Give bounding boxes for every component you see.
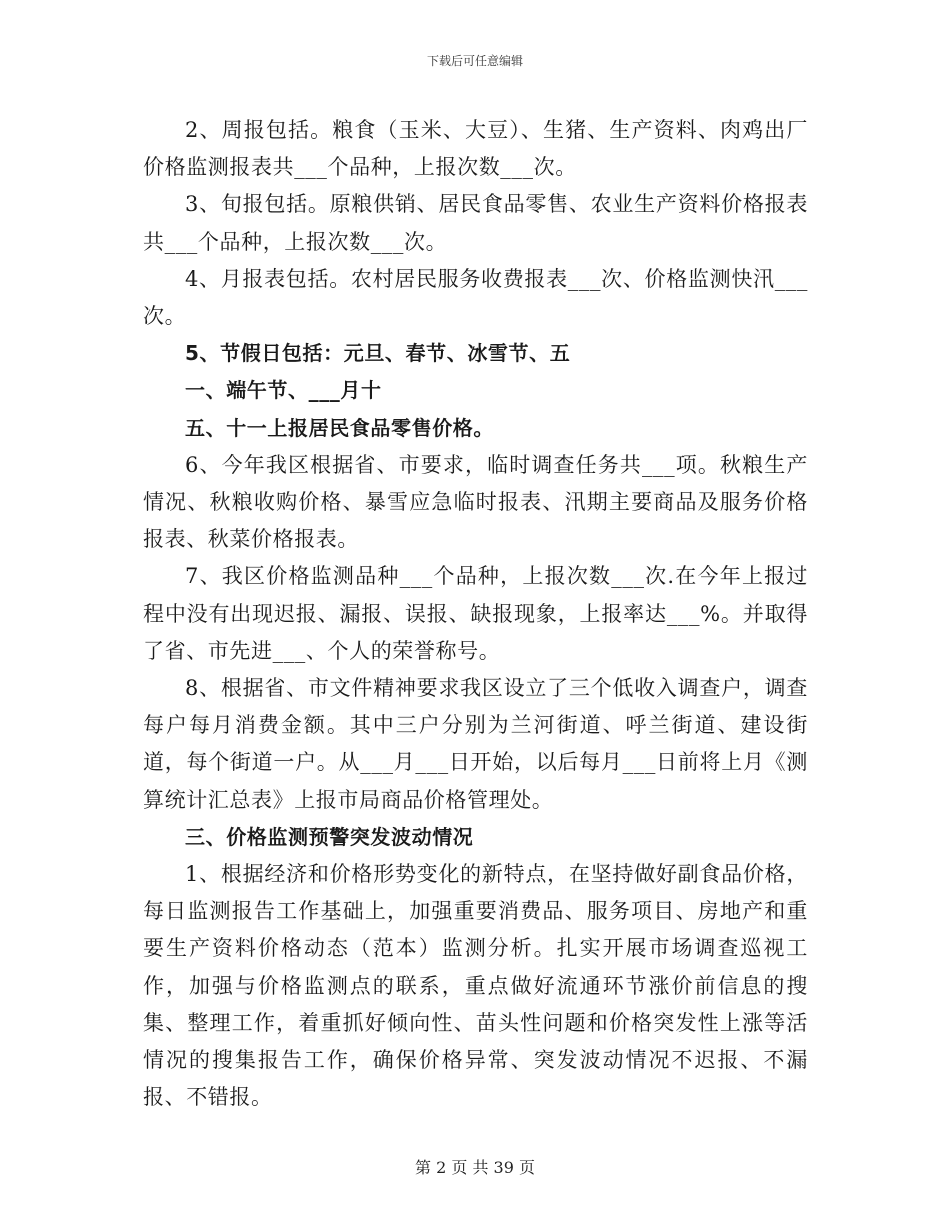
section-heading-early-warning: 三、价格监测预警突发波动情况 [185,824,474,849]
paragraph-ten-day-report: 3、旬报包括。原粮供销、居民食品零售、农业生产资料价格报表共___个品种，上报次数___次。 [143,192,808,254]
page-footer: 第 2 页 共 39 页 [415,1158,535,1177]
document-body [143,112,808,1116]
paragraph-monthly-report: 4、月报表包括。农村居民服务收费报表___次、价格监测快汛___次。 [143,266,808,329]
paragraph-price-monitoring-work: 1、根据经济和价格形势变化的新特点，在坚持做好副食品价格，每日监测报告工作基础上，加强重要消费品、服务项目、房地产和重要生产资料价格动态（范本）监测分析。扎实开展市场调查巡视工作，加强与价格监测点的联系，重点做好流通环节涨价前信息的搜集、整理工作，着重抓好倾向性、苗头性问题和价格突发性上涨等活情况的搜集报告工作，确保价格异常、突发波动情况不迟报、不漏报、不错报。 [143,862,808,1110]
paragraph-low-income-households: 8、根据省、市文件精神要求我区设立了三个低收入调查户，调查每户每月消费金额。其中三户分别为兰河街道、呼兰街道、建设街道，每个街道一户。从___月___日开始，以后每月___日前将上月《测算统计汇总表》上报市局商品价格管理处。 [143,676,808,812]
paragraph-holidays: 5、节假日包括：元旦、春节、冰雪节、五 [185,341,571,366]
paragraph-temporary-surveys: 6、今年我区根据省、市要求，临时调查任务共___项。秋粮生产情况、秋粮收购价格、暴雪应急临时报表、汛期主要商品及服务价格报表、秋菜价格报表。 [143,452,808,552]
paragraph-holidays-end: 五、十一上报居民食品零售价格。 [185,415,494,440]
paragraph-holidays-continued: 一、端午节、___月十 [185,378,382,403]
paragraph-monitoring-items: 7、我区价格监测品种___个品种，上报次数___次.在今年上报过程中没有出现迟报、漏报、误报、缺报现象，上报率达___%。并取得了省、市先进___、个人的荣誉称号。 [143,564,808,663]
page-header: 下载后可任意编辑 [426,54,523,68]
paragraph-weekly-report: 2、周报包括。粮食（玉米、大豆）、生猪、生产资料、肉鸡出厂价格监测报表共___个品种，上报次数___次。 [143,118,808,180]
